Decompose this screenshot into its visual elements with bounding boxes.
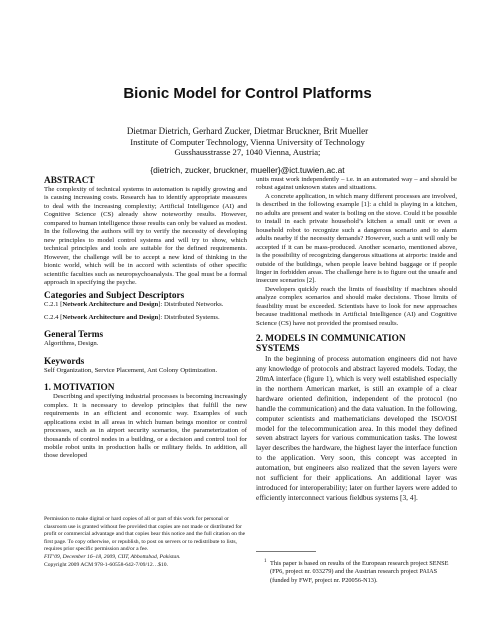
- paragraph: Developers quickly reach the limits of feasibility if machines should analyze complex scenarios and should make decisions. Those limits of feasibility must be exceeded. Scientists have to look for new approaches because traditional methods in Artificial Intelligence (AI) and Cognitive Science (CS) have not provided the promised results.: [256, 285, 457, 327]
- address: Gusshausstrasse 27, 1040 Vienna, Austria;: [174, 147, 321, 157]
- permission-text: Permission to make digital or hard copies of all or part of this work for personal or classroom use is granted without fee provided that copies are not made or distributed for profit or commercial advantage and that copies bear this notice and the full citation on the first page. To copy otherwise, or republish, to post on servers or to redistribute to lists, requires prior specific permission and/or a fee.: [44, 516, 246, 553]
- category-item: C.2.1 [Network Architecture and Design]: Distributed Networks.: [44, 301, 224, 309]
- author-list: Dietmar Dietrich, Gerhard Zucker, Dietmar Bruckner, Brit Mueller: [126, 126, 369, 136]
- keywords-heading: Keywords: [44, 356, 85, 367]
- footnote: [256, 560, 457, 585]
- general-terms-heading: General Terms: [44, 330, 104, 341]
- copyright-notice: [44, 516, 247, 569]
- author-emails: {dietrich, zucker, bruckner, mueller}@ict.tuwien.ac.at: [150, 165, 345, 175]
- continued-text: units must work independently – i.e. in an automated way – and should be robust against unknown states and situations.: [256, 176, 457, 192]
- motivation-text: Describing and specifying industrial processes is becoming increasingly complex. It is necessary to develop principles that fulfill the new requirements in an efficient and economic way. Examples of such applications exist in all areas in which human beings monitor or control processes, such as in airport security scenarios, the parameterization of thousands of control nodes in a building, or a decision and control tool for mobile robot units in production halls or military fields. In addition, all those developed: [44, 393, 247, 460]
- keywords-text: Self Organization, Service Placement, Ant Colony Optimization.: [44, 366, 218, 374]
- footnote-text: This paper is based on results of the European research project SENSE (FP6, project nr. 033279) and the Austrian research project PAIAS (funded by FWF, project nr. P20056-N13).: [270, 560, 449, 584]
- abstract-text: The complexity of technical systems in automation is rapidly growing and is causing increasing costs. Research has to identify appropriate measures to deal with the increasing complexity; Artificial Intelligence (AI) and Cognitive Science (CS) already show noteworthy results. However, compared to human intelligence those results can only be valued as modest. In the following the authors will try to verify the necessity of developing new principles to model control systems and will try to show, which technical principles and tools are suitable for the defined requirements. However, the challenge will be to accept a new kind of thinking in the bionic world, which will be in accord with scientists of other specific scientific faculties such as neuropsychoanalysis. The goal must be a formal approach in specifying the psyche.: [44, 186, 247, 286]
- right-column: [256, 176, 457, 503]
- conference-line: FIT’09, December 16–18, 2009, CIIT, Abbottabad, Pakistan.: [44, 553, 181, 560]
- category-item: C.2.4 [Network Architecture and Design]: Distributed Systems.: [44, 313, 220, 321]
- section-2-text: In the beginning of process automation engineers did not have any knowledge of protocols and abstract layered models. Today, the 20mA interface (figure 1), which is very well established especially in the northern American market, is still an example of a clear hardware oriented definition, independent of the protocol (no handle the communication) and the data valuation. In the following, computer scientists and mathematicians developed the ISO/OSI model for the telecommunication area. In this model they defined seven abstract layers for various communication tasks. The lowest layer describes the hardware, the highest layer the interface function to the application. Very soon, this concept was accepted in automation, but engineers also realized that the seven layers were not sufficient for their applications. An additional layer was introduced for interoperability; later on further layers were added to efficiently interconnect various fieldbus systems [3, 4].: [256, 354, 457, 502]
- footnote-mark: 1: [264, 559, 267, 564]
- motivation-heading: 1. MOTIVATION: [44, 383, 115, 394]
- categories-heading: Categories and Subject Descriptors: [44, 291, 185, 302]
- paragraph: A concrete application, in which many different processes are involved, is described in the following example [1]: a child is playing in a kitchen, no adults are present and water is boiling on the stove. Could it be possible to install in each private household’s kitchen a small unit or even a household robot to recognize such a dangerous scenario and to alarm adults nearby if the necessity demands? However, such a unit will only be accepted if it can be mass-produced. Another scenario, mentioned above, is the possibility of recognizing dangerous situations at airports: inside and outside of the buildings, when people leave behind baggage or if people linger in forbidden areas. The challenge here is to figure out the unsafe and insecure scenarios [2].: [256, 192, 457, 285]
- section-2-heading: 2. MODELS IN COMMUNICATION SYSTEMS: [256, 334, 406, 355]
- copyright-line: Copyright 2009 ACM 978-1-60558-642-7/09/12…$10.: [44, 561, 168, 568]
- general-terms-text: Algorithms, Design.: [44, 340, 99, 348]
- left-column: [44, 176, 247, 461]
- footnote-rule: [256, 551, 316, 552]
- institution: Institute of Computer Technology, Vienna University of Technology: [130, 137, 365, 147]
- abstract-heading: ABSTRACT: [44, 176, 95, 186]
- paper-title: Bionic Model for Control Platforms: [123, 85, 372, 102]
